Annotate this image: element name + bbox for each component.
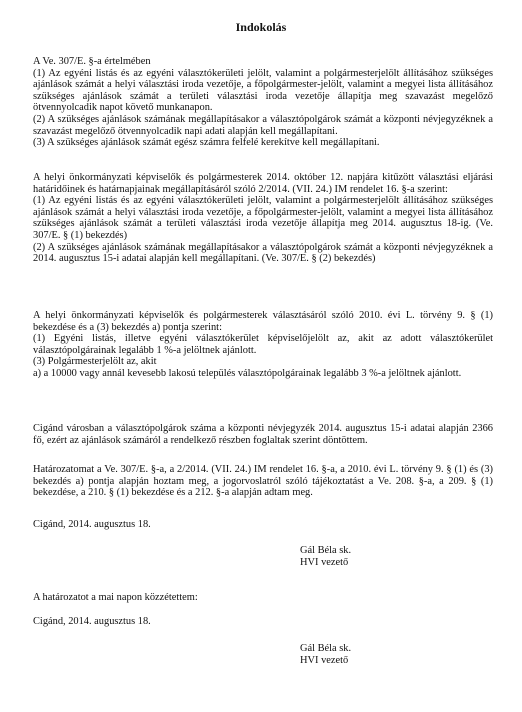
section-2-paragraph-2: (2) A szükséges ajánlások számának megállapításakor a választópolgárok számát a központi névjegyzéknek a 2014. augusztus 15-i adatai alapján kell megállapítani. (Ve. 307/E. § (2) bekezdés)	[33, 241, 493, 265]
signature-1	[300, 545, 351, 568]
signature-2	[300, 643, 351, 666]
date-2: Cigánd, 2014. augusztus 18.	[33, 616, 151, 627]
section-3-paragraph-3: a) a 10000 vagy annál kevesebb lakosú település választópolgárainak legalább 3 %-a jelöltnek ajánlott.	[33, 367, 462, 379]
section-4	[33, 423, 493, 446]
document-title: Indokolás	[235, 20, 287, 34]
section-3	[33, 310, 493, 380]
section-3-paragraph-1: (1) Egyéni listás, illetve egyéni választókerület képviselőjelölt az, akit az adott választókerület választópolgárainak legalább 1 %-a jelöltnek ajánlott.	[33, 333, 493, 356]
section-1-paragraph-3: (3) A szükséges ajánlások számát egész számra felfelé kerekítve kell megállapítani.	[33, 137, 380, 149]
section-2-paragraph-1: (1) Az egyéni listás és az egyéni választókerületi jelölt, valamint a polgármesterjelölt állításához szükséges ajánlások számát a helyi választási iroda vezetője, a főpolgármester-jelölt, valamint a megyei lista állításához szükséges ajánlások számát a területi választási iroda vezetője állapítja meg 2014. augusztus 18-ig. (Ve. 307/E. § (1) bekezdés)	[33, 195, 493, 241]
section-1-paragraph-2: (2) A szükséges ajánlások számának megállapításakor a választópolgárok számát a központi névjegyzéknek a szavazást megelőző ötvennyolcadik napi adati alapján kell megállapítani.	[33, 113, 493, 137]
signature-1-name: Gál Béla sk.	[300, 545, 352, 556]
signature-2-name: Gál Béla sk.	[300, 643, 352, 654]
section-1-paragraph-1: (1) Az egyéni listás és az egyéni választókerületi jelölt, valamint a polgármesterjelölt állításához szükséges ajánlások számát a helyi választási iroda vezetője, a főpolgármester-jelölt, valamint a megyei lista állításához szükséges ajánlások számát a területi választási iroda vezetője állapítja meg szavazást megelőző ötvennyolcadik napot követő munkanapon.	[33, 67, 493, 114]
section-3-paragraph-2: (3) Polgármesterjelölt az, akit	[33, 356, 157, 368]
section-5-text: Határozatomat a Ve. 307/E. §-a, a 2/2014. (VII. 24.) IM rendelet 16. §-a, a 2010. évi L. törvény 9. § (1) és (3) bekezdés a) pontja alapján hoztam meg, a jogorvoslatról szóló tájékoztatást a Ve. 208. §-a, a 209. § (1) bekezdése, a 210. § (1) bekezdése és a 212. §-a alapján adtam meg.	[33, 464, 493, 499]
date-1: Cigánd, 2014. augusztus 18.	[33, 519, 151, 530]
section-4-text: Cigánd városban a választópolgárok száma a központi névjegyzék 2014. augusztus 15-i adatai alapján 2366 fő, ezért az ajánlások számáról a rendelkező részben foglaltak szerint döntöttem.	[33, 423, 493, 446]
published-note: A határozatot a mai napon közzétettem:	[33, 592, 198, 603]
section-5	[33, 464, 493, 499]
section-1-intro: A Ve. 307/E. §-a értelmében	[33, 56, 151, 67]
section-1	[33, 56, 493, 149]
section-3-intro: A helyi önkormányzati képviselők és polgármesterek választásáról szóló 2010. évi L. törvény 9. § (1) bekezdése és a (3) bekezdés a) pontja szerint:	[33, 310, 493, 333]
section-2-intro: A helyi önkormányzati képviselők és polgármesterek 2014. október 12. napjára kitűzött választási eljárási határidőinek és határnapjainak megállapításáról szóló 2/2014. (VII. 24.) IM rendelet 16. §-a szerint:	[33, 172, 493, 195]
signature-1-role: HVI vezető	[300, 556, 349, 568]
section-2	[33, 172, 493, 265]
signature-2-role: HVI vezető	[300, 654, 349, 666]
